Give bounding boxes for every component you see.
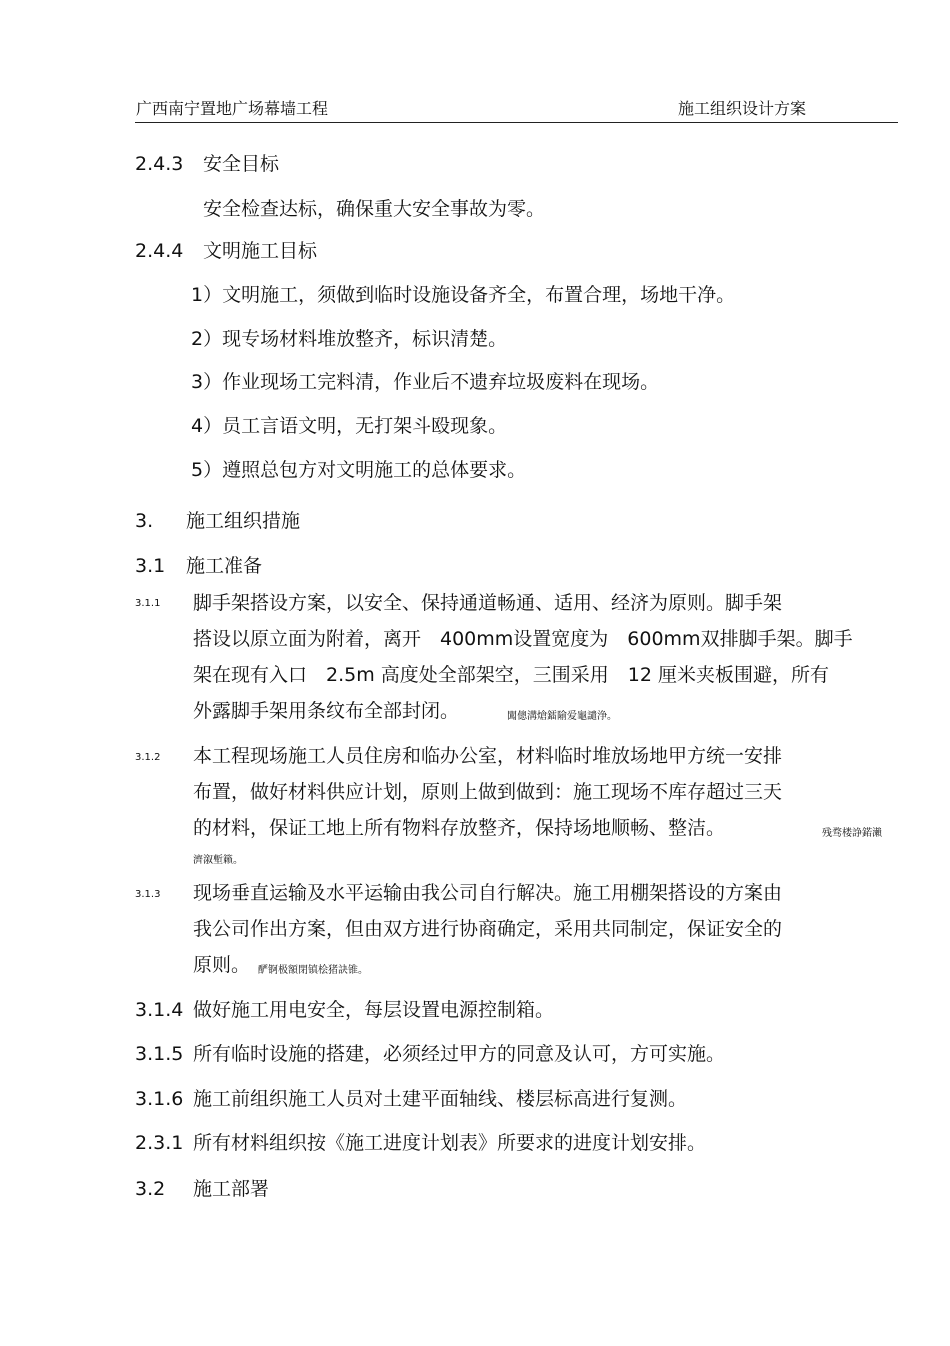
paragraph-line: 现场垂直运输及水平运输由我公司自行解决。施工用棚架搭设的方案由: [193, 882, 783, 904]
section-number: 2.4.4: [135, 240, 184, 262]
section-2-4-3-body: 安全检查达标，确保重大安全事故为零。: [203, 198, 546, 220]
section-3-1-4: [135, 998, 554, 1022]
paragraph-line: 布置，做好材料供应计划，原则上做到做到：施工现场不库存超过三天: [193, 781, 783, 803]
list-item: 2）现专场材料堆放整齐，标识清楚。: [191, 328, 508, 350]
header-document-title: 施工组织设计方案: [677, 99, 806, 118]
section-title: 施工组织措施: [186, 510, 301, 532]
garbled-text: 濟溆塹籟。: [193, 855, 243, 866]
section-2-4-4-heading: [135, 239, 317, 263]
section-number: 3.1.4: [135, 999, 184, 1021]
list-item: 3）作业现场工完料清，作业后不遗弃垃圾废料在现场。: [191, 371, 660, 393]
section-2-4-3-heading: [135, 152, 279, 176]
section-text: 施工前组织施工人员对土建平面轴线、楼层标高进行复测。: [193, 1088, 688, 1110]
section-3-heading: [135, 509, 300, 533]
paragraph-line: 的材料，保证工地上所有物料存放整齐，保持场地顺畅、整洁。: [193, 817, 726, 839]
paragraph-line: 脚手架搭设方案，以安全、保持通道畅通、适用、经济为原则。脚手架: [193, 592, 783, 614]
section-number: 3.1.5: [135, 1043, 184, 1065]
section-title: 安全目标: [203, 153, 280, 175]
section-3-1-heading: [135, 554, 262, 578]
section-3-1-2-number: 3.1.2: [135, 752, 161, 763]
section-3-1-5: [135, 1042, 725, 1066]
list-item: 5）遵照总包方对文明施工的总体要求。: [191, 459, 527, 481]
section-number: 3.1: [135, 555, 166, 577]
section-text: 所有材料组织按《施工进度计划表》所要求的进度计划安排。: [193, 1132, 707, 1154]
section-title: 施工部署: [193, 1178, 270, 1200]
section-number: 3.: [135, 510, 154, 532]
section-text: 所有临时设施的搭建，必须经过甲方的同意及认可，方可实施。: [193, 1043, 726, 1065]
section-title: 施工准备: [186, 555, 263, 577]
paragraph-line: 架在现有入口 2.5m 高度处全部架空，三围采用 12 厘米夹板围避，所有: [193, 664, 829, 686]
paragraph-line: 搭设以原立面为附着，离开 400mm设置宽度为 600mm双排脚手架。脚手: [193, 628, 853, 650]
section-number: 3.2: [135, 1178, 166, 1200]
section-3-1-1-number: 3.1.1: [135, 598, 161, 609]
paragraph-line: 外露脚手架用条纹布全部封闭。: [193, 700, 460, 722]
paragraph-line: 原则。: [193, 954, 251, 976]
list-item: 4）员工言语文明，无打架斗殴现象。: [191, 415, 508, 437]
section-3-1-3-number: 3.1.3: [135, 889, 161, 900]
section-3-1-6: [135, 1087, 687, 1111]
section-text: 做好施工用电安全，每层设置电源控制箱。: [193, 999, 555, 1021]
paragraph-line: 本工程现场施工人员住房和临办公室，材料临时堆放场地甲方统一安排: [193, 745, 783, 767]
page-header: [135, 94, 898, 123]
garbled-text: 酽锕极額閉镇桧猪訣锥。: [258, 965, 368, 976]
list-item: 1）文明施工，须做到临时设施设备齐全，布置合理，场地干净。: [191, 284, 736, 306]
section-number: 3.1.6: [135, 1088, 184, 1110]
section-number: 2.3.1: [135, 1132, 184, 1154]
garbled-text: 残骛楼諍鍩瀨: [822, 828, 882, 839]
garbled-text: 闖傯溝熗鐳隃爱龜譴浄。: [507, 711, 617, 722]
paragraph-line: 我公司作出方案，但由双方进行协商确定，采用共同制定，保证安全的: [193, 918, 783, 940]
header-project-title: 广西南宁置地广场幕墙工程: [136, 99, 329, 118]
section-number: 2.4.3: [135, 153, 184, 175]
section-3-2-heading: [135, 1177, 269, 1201]
section-2-3-1: [135, 1131, 706, 1155]
section-title: 文明施工目标: [203, 240, 318, 262]
